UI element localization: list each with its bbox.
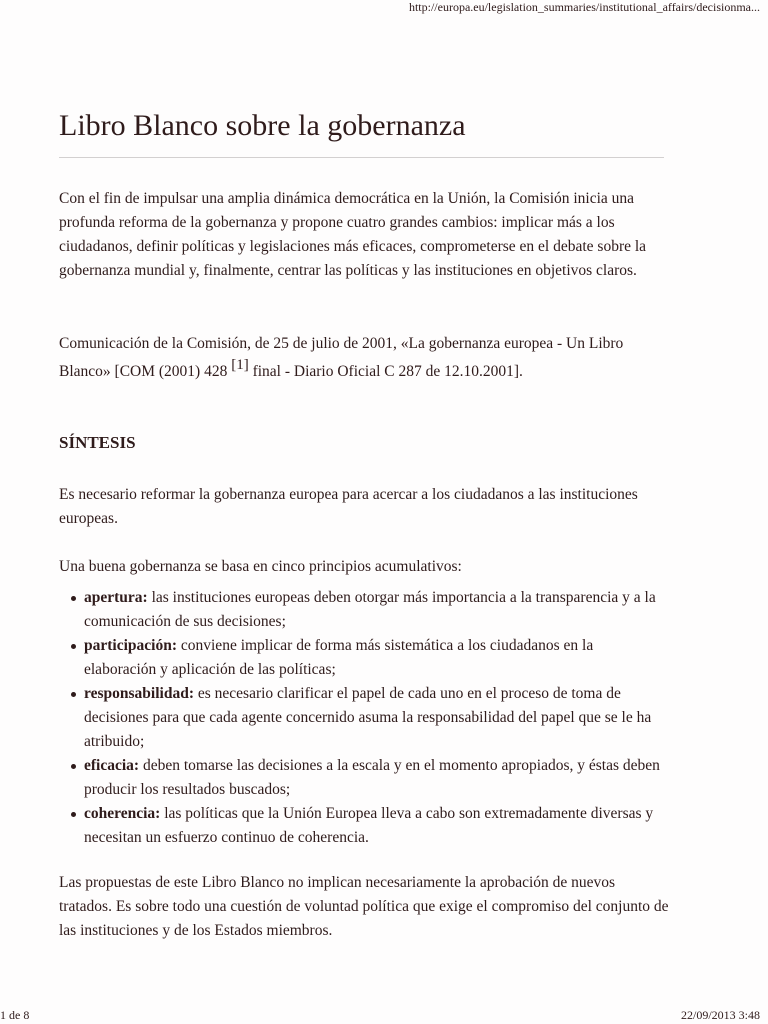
principle-term: coherencia:	[84, 805, 161, 822]
list-item	[59, 802, 669, 850]
principle-text: es necesario clarificar el papel de cada uno en el proceso de toma de decisiones para que cada agente concernido asuma la responsabilidad del papel que se le ha atribuido;	[84, 685, 652, 750]
synthesis-paragraph: Es necesario reformar la gobernanza europea para acercar a los ciudadanos a las instituciones europeas.	[59, 486, 638, 527]
principle-text: las políticas que la Unión Europea lleva a cabo son extremadamente diversas y necesitan un esfuerzo continuo de coherencia.	[84, 805, 654, 846]
list-item	[59, 754, 669, 802]
list-item	[59, 634, 669, 682]
communication-reference	[59, 330, 669, 386]
footnote-link[interactable]: [1]	[231, 357, 249, 373]
principle-text: las instituciones europeas deben otorgar más importancia a la transparencia y a la comunicación de sus decisiones;	[84, 589, 656, 630]
principle-term: responsabilidad:	[84, 685, 194, 702]
principle-term: eficacia:	[84, 757, 140, 774]
principles-intro: Una buena gobernanza se basa en cinco principios acumulativos:	[59, 558, 462, 575]
closing-paragraph: Las propuestas de este Libro Blanco no implican necesariamente la aprobación de nuevos tratados. Es sobre todo una cuestión de voluntad política que exige el compromiso del conjunto de las instituciones y de los Estados miembros.	[59, 874, 669, 939]
principles-list	[59, 586, 669, 850]
list-item	[59, 682, 669, 754]
communication-text: Comunicación de la Comisión, de 25 de julio de 2001, «La gobernanza europea - Un Libro Blanco» [COM (2001) 428	[59, 335, 624, 380]
principle-term: participación:	[84, 637, 177, 654]
principle-text: conviene implicar de forma más sistemática a los ciudadanos en la elaboración y aplicación de las políticas;	[84, 637, 594, 678]
section-heading: SÍNTESIS	[59, 433, 136, 452]
intro-paragraph: Con el fin de impulsar una amplia dinámica democrática en la Unión, la Comisión inicia una profunda reforma de la gobernanza y propone cuatro grandes cambios: implicar más a los ciudadanos, definir políticas y legislaciones más eficaces, comprometerse en el debate sobre la gobernanza mundial y, finalmente, centrar las políticas y las instituciones en objetivos claros.	[59, 190, 647, 279]
title-divider	[59, 157, 664, 158]
print-timestamp: 22/09/2013 3:48	[680, 1008, 760, 1022]
principle-text: deben tomarse las decisiones a la escala y en el momento apropiados, y éstas deben producir los resultados buscados;	[84, 757, 660, 798]
page-url: http://europa.eu/legislation_summaries/institutional_affairs/decisionma...	[408, 0, 760, 14]
communication-text-end: final - Diario Oficial C 287 de 12.10.2001].	[248, 363, 523, 380]
page-number: 1 de 8	[0, 1008, 30, 1022]
list-item	[59, 586, 669, 634]
page-title: Libro Blanco sobre la gobernanza	[59, 109, 466, 142]
principle-term: apertura:	[84, 589, 148, 606]
